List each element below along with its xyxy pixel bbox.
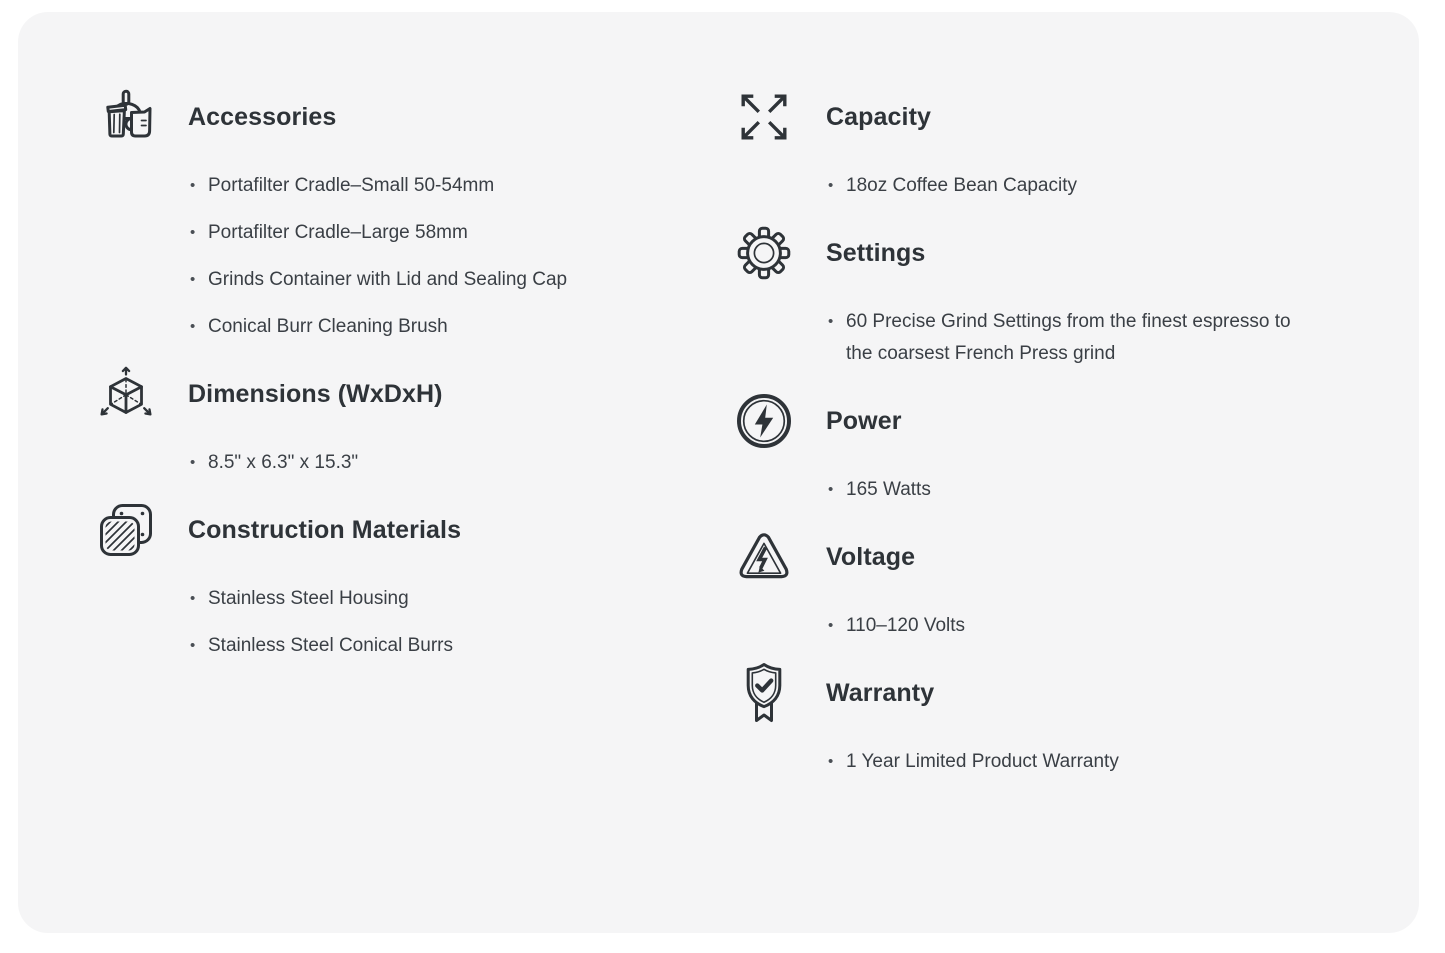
spec-card (18, 12, 1419, 933)
power-icon (735, 392, 793, 450)
right-column (735, 88, 1363, 893)
section-header (735, 88, 1363, 146)
section-title: Construction Materials (188, 515, 462, 544)
section-header (97, 88, 735, 146)
section-power (735, 392, 1363, 506)
spec-list (826, 610, 1363, 642)
section-title: Voltage (826, 542, 916, 571)
spec-item: • 1 Year Limited Product Warranty (826, 746, 1316, 778)
spec-item: • Portafilter Cradle–Large 58mm (188, 217, 735, 249)
section-header (735, 528, 1363, 586)
section-accessories (97, 88, 735, 343)
spec-list (826, 170, 1363, 202)
spec-item: • Stainless Steel Housing (188, 583, 735, 615)
section-header (97, 501, 735, 559)
section-title: Settings (826, 238, 926, 267)
spec-item: • 165 Watts (826, 474, 1316, 506)
section-capacity (735, 88, 1363, 202)
capacity-icon (735, 88, 793, 146)
dimensions-icon (97, 365, 155, 423)
section-settings (735, 224, 1363, 370)
section-header (735, 224, 1363, 282)
warranty-icon (735, 664, 793, 722)
spec-list (188, 170, 735, 343)
section-title: Capacity (826, 102, 932, 131)
section-title: Dimensions (WxDxH) (188, 379, 443, 408)
section-title: Power (826, 406, 902, 435)
spec-item: • 110–120 Volts (826, 610, 1316, 642)
section-header (97, 365, 735, 423)
section-dimensions (97, 365, 735, 479)
spec-list (826, 474, 1363, 506)
section-construction-materials (97, 501, 735, 662)
spec-item: • Portafilter Cradle–Small 50-54mm (188, 170, 735, 202)
spec-item: • 8.5" x 6.3" x 15.3" (188, 447, 735, 479)
materials-icon (97, 501, 155, 559)
accessories-icon (97, 88, 155, 146)
spec-list (188, 583, 735, 662)
voltage-icon (735, 528, 793, 586)
spec-item: • 18oz Coffee Bean Capacity (826, 170, 1316, 202)
spec-list (826, 746, 1363, 778)
spec-list (826, 306, 1363, 370)
spec-list (188, 447, 735, 479)
spec-item: • Stainless Steel Conical Burrs (188, 630, 735, 662)
spec-item: • 60 Precise Grind Settings from the finest espresso to the coarsest French Press grind (826, 306, 1316, 370)
section-header (735, 392, 1363, 450)
settings-icon (735, 224, 793, 282)
spec-item: • Grinds Container with Lid and Sealing Cap (188, 264, 735, 296)
section-warranty (735, 664, 1363, 778)
section-header (735, 664, 1363, 722)
spec-item: • Conical Burr Cleaning Brush (188, 311, 735, 343)
section-title: Accessories (188, 102, 337, 131)
left-column (97, 88, 735, 893)
section-voltage (735, 528, 1363, 642)
section-title: Warranty (826, 678, 935, 707)
